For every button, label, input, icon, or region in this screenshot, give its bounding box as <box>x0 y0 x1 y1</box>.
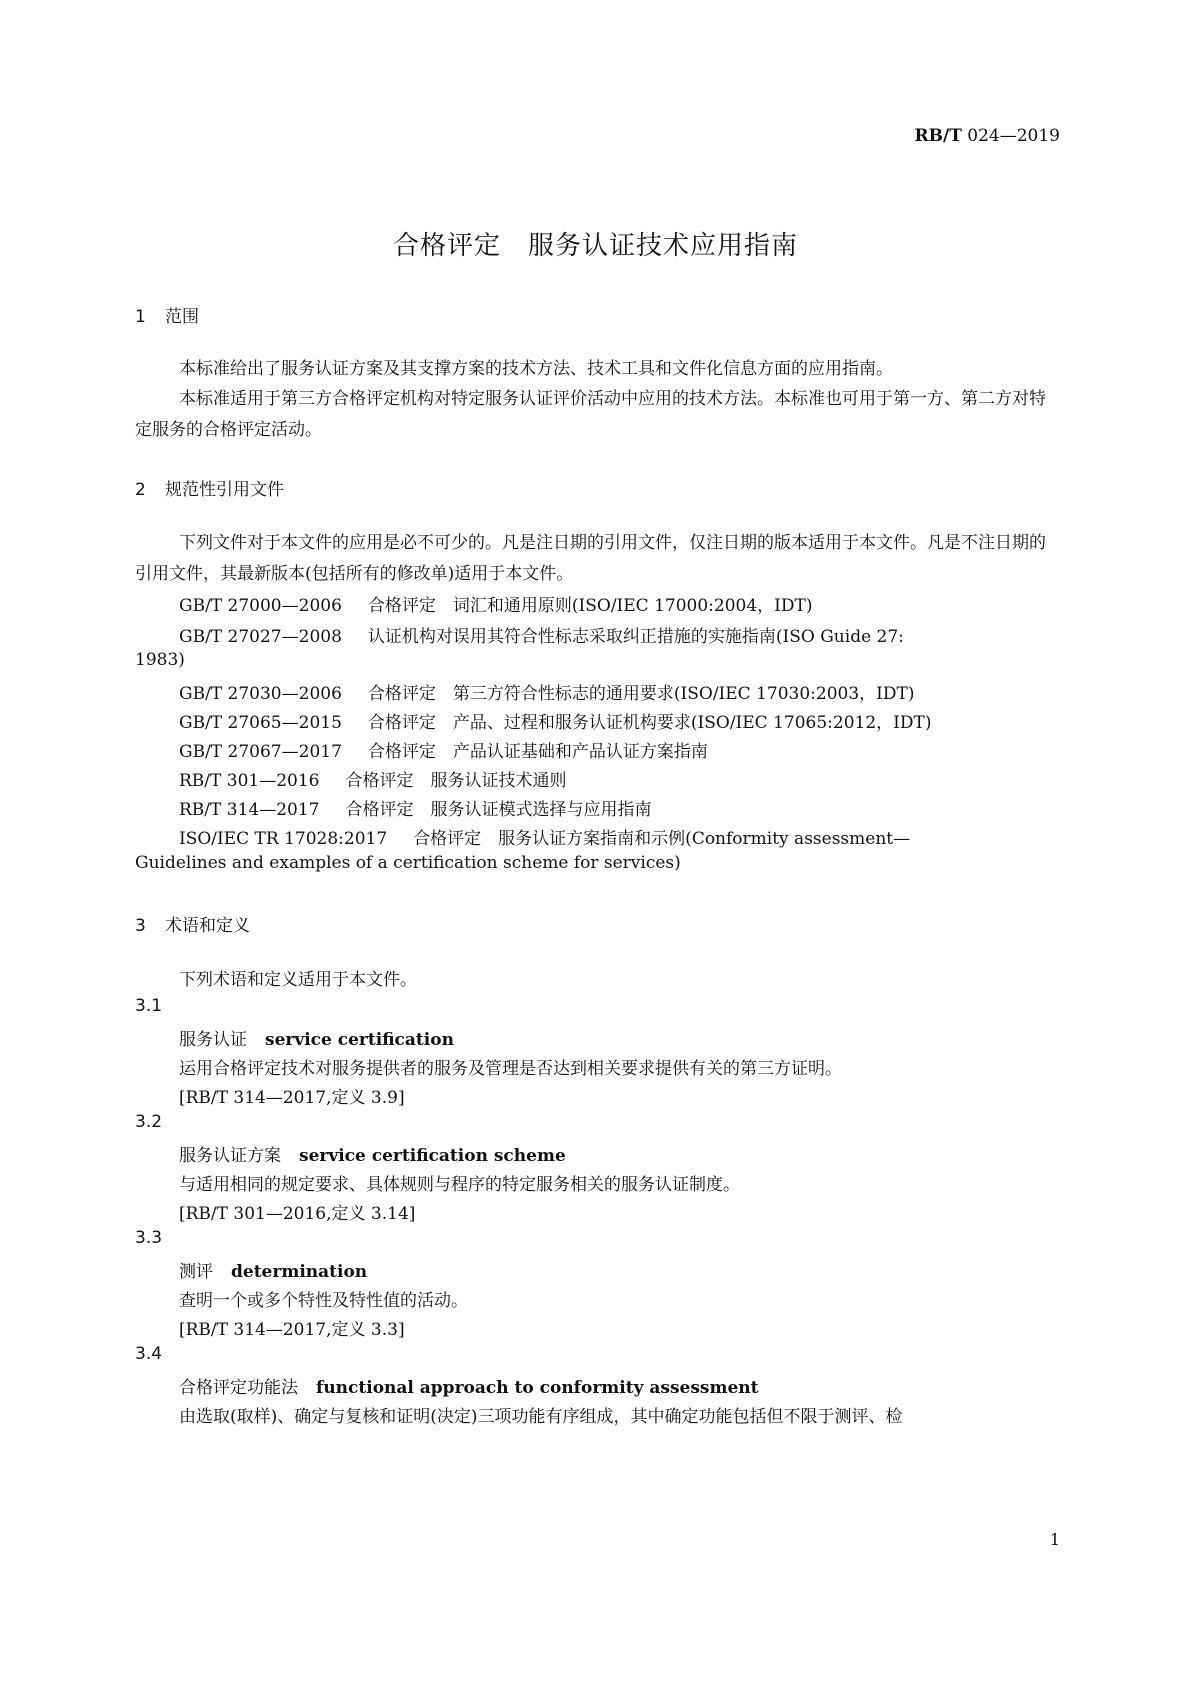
term-source: [RB/T 314—2017,定义 3.9] <box>179 1088 405 1108</box>
section-heading-terms: 3 术语和定义 <box>135 916 250 936</box>
page-number: 1 <box>1049 1530 1060 1549</box>
term-heading: 服务认证 service certification <box>179 1030 454 1050</box>
term-heading: 服务认证方案 service certification scheme <box>179 1146 566 1166</box>
term-definition: 查明一个或多个特性及特性值的活动。 <box>179 1291 468 1311</box>
section-heading-scope: 1 范围 <box>135 307 199 327</box>
terms-intro: 下列术语和定义适用于本文件。 <box>179 970 417 990</box>
reference-item: GB/T 27030—2006 合格评定 第三方符合性标志的通用要求(ISO/IEC 17030:2003，IDT) <box>179 684 915 704</box>
term-number: 3.2 <box>135 1112 163 1132</box>
reference-item: RB/T 301—2016 合格评定 服务认证技术通则 <box>179 771 567 791</box>
term-number: 3.3 <box>135 1228 163 1248</box>
scope-paragraph-2: 本标准适用于第三方合格评定机构对特定服务认证评价活动中应用的技术方法。本标准也可用于第一方、第二方对特定服务的合格评定活动。 <box>135 389 1046 440</box>
reference-item: ISO/IEC TR 17028:2017 合格评定 服务认证方案指南和示例(Conformity assessment— <box>179 829 911 849</box>
references-intro: 下列文件对于本文件的应用是必不可少的。凡是注日期的引用文件，仅注日期的版本适用于本文件。凡是不注日期的引用文件，其最新版本(包括所有的修改单)适用于本文件。 <box>135 533 1046 584</box>
scope-paragraph-1: 本标准给出了服务认证方案及其支撑方案的技术方法、技术工具和文件化信息方面的应用指南。 <box>179 359 893 379</box>
term-heading: 测评 determination <box>179 1262 368 1282</box>
term-definition: 由选取(取样)、确定与复核和证明(决定)三项功能有序组成，其中确定功能包括但不限于测评、检 <box>179 1407 903 1427</box>
term-definition: 运用合格评定技术对服务提供者的服务及管理是否达到相关要求提供有关的第三方证明。 <box>179 1059 842 1079</box>
term-heading: 合格评定功能法 functional approach to conformity assessment <box>179 1378 759 1398</box>
reference-item-continuation: 1983) <box>135 650 185 670</box>
reference-item: GB/T 27065—2015 合格评定 产品、过程和服务认证机构要求(ISO/IEC 17065:2012，IDT) <box>179 713 932 733</box>
document-code: RB/T 024—2019 <box>914 126 1060 146</box>
term-number: 3.4 <box>135 1344 163 1364</box>
section-heading-normative-references: 2 规范性引用文件 <box>135 480 284 500</box>
reference-item-continuation: Guidelines and examples of a certification scheme for services) <box>135 853 681 873</box>
term-source: [RB/T 314—2017,定义 3.3] <box>179 1320 405 1340</box>
reference-item: RB/T 314—2017 合格评定 服务认证模式选择与应用指南 <box>179 800 652 820</box>
reference-item: GB/T 27067—2017 合格评定 产品认证基础和产品认证方案指南 <box>179 742 708 762</box>
term-source: [RB/T 301—2016,定义 3.14] <box>179 1204 416 1224</box>
term-number: 3.1 <box>135 996 163 1016</box>
page-title: 合格评定 服务认证技术应用指南 <box>392 231 798 261</box>
reference-item: GB/T 27027—2008 认证机构对误用其符合性标志采取纠正措施的实施指南(ISO Guide 27: <box>179 627 904 647</box>
reference-item: GB/T 27000—2006 合格评定 词汇和通用原则(ISO/IEC 17000:2004，IDT) <box>179 596 813 616</box>
term-definition: 与适用相同的规定要求、具体规则与程序的特定服务相关的服务认证制度。 <box>179 1175 740 1195</box>
